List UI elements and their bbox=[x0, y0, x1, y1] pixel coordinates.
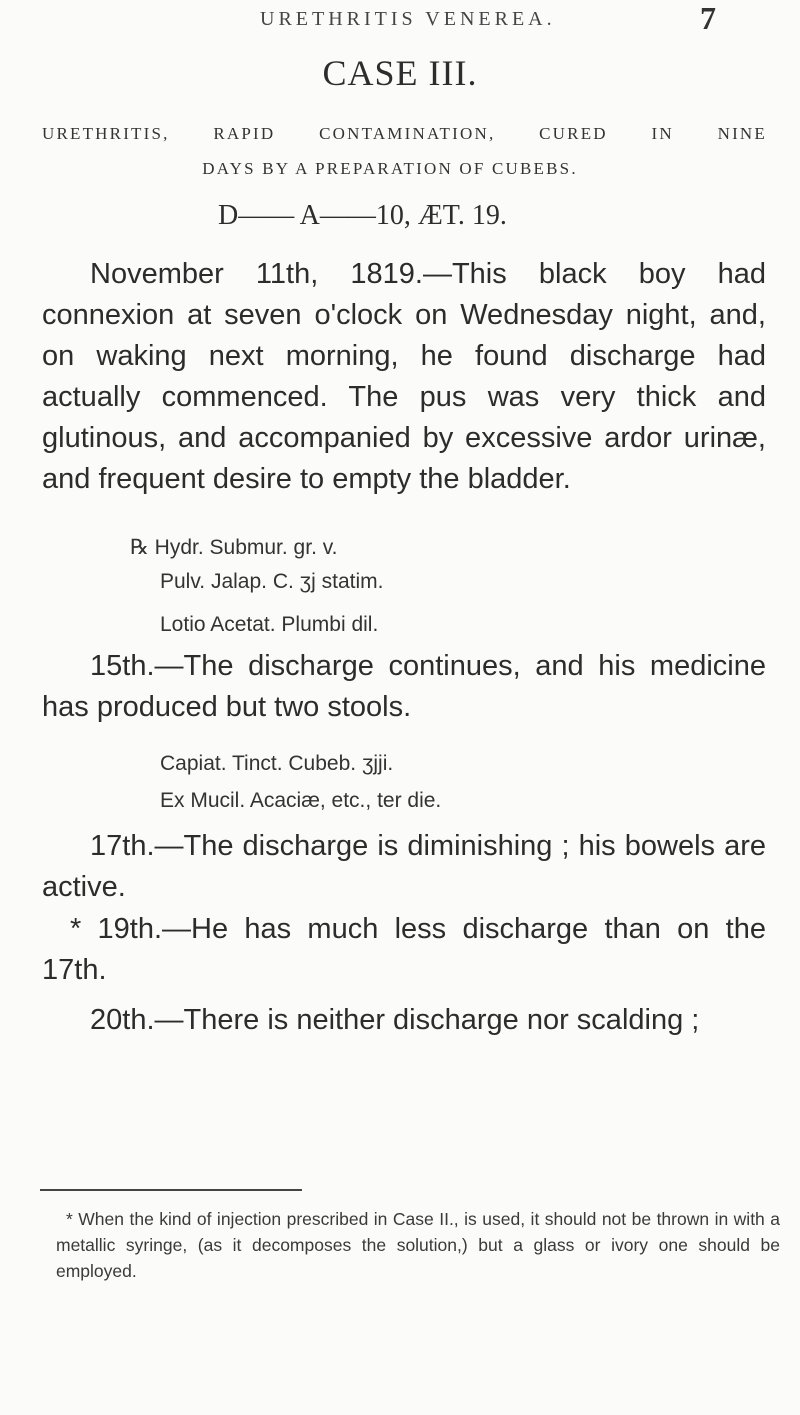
case-title: CASE III. bbox=[322, 53, 478, 93]
footnote-rule bbox=[40, 1189, 302, 1191]
paragraph-15th: 15th.—The discharge continues, and his medicine has produced but two stools. bbox=[42, 650, 766, 723]
case-subtitle-line-1: URETHRITIS, RAPID CONTAMINATION, CURED IN NINE bbox=[42, 124, 767, 143]
paragraph-november-11: November 11th, 1819.—This black boy had connexion at seven o'clock on Wednesday night, and, on waking next morning, he found discharge had actually commenced. The pus was very thick and glutinous, and accompanied by excessive ardor urinæ, and frequent desire to empty the bladder. bbox=[42, 258, 766, 495]
case-subtitle-line-2: DAYS BY A PREPARATION OF CUBEBS. bbox=[202, 159, 578, 178]
prescription-1-line-3: Lotio Acetat. Plumbi dil. bbox=[160, 613, 379, 636]
prescription-2-line-1: Capiat. Tinct. Cubeb. ʒjji. bbox=[160, 752, 394, 775]
page-number: 7 bbox=[700, 0, 716, 36]
paragraph-20th: 20th.—There is neither discharge nor scalding ; bbox=[90, 1004, 700, 1036]
running-head-title: URETHRITIS VENEREA. bbox=[260, 8, 556, 30]
prescription-2-line-2: Ex Mucil. Acaciæ, etc., ter die. bbox=[160, 789, 442, 812]
running-head bbox=[0, 2, 800, 38]
footnote: * When the kind of injection prescribed in Case II., is used, it should not be thrown in with a metallic syringe, (as it decomposes the solution,) but a glass or ivory one should be employed. bbox=[56, 1209, 780, 1281]
paragraph-19th: * 19th.—He has much less discharge than on the 17th. bbox=[42, 913, 766, 986]
patient-identifier: D—— A——10, ÆT. 19. bbox=[218, 200, 507, 231]
prescription-1-line-2: Pulv. Jalap. C. ʒj statim. bbox=[160, 570, 384, 593]
prescription-1-line-1: ℞ Hydr. Submur. gr. v. bbox=[130, 536, 338, 559]
paragraph-17th: 17th.—The discharge is diminishing ; his bowels are active. bbox=[42, 830, 766, 903]
